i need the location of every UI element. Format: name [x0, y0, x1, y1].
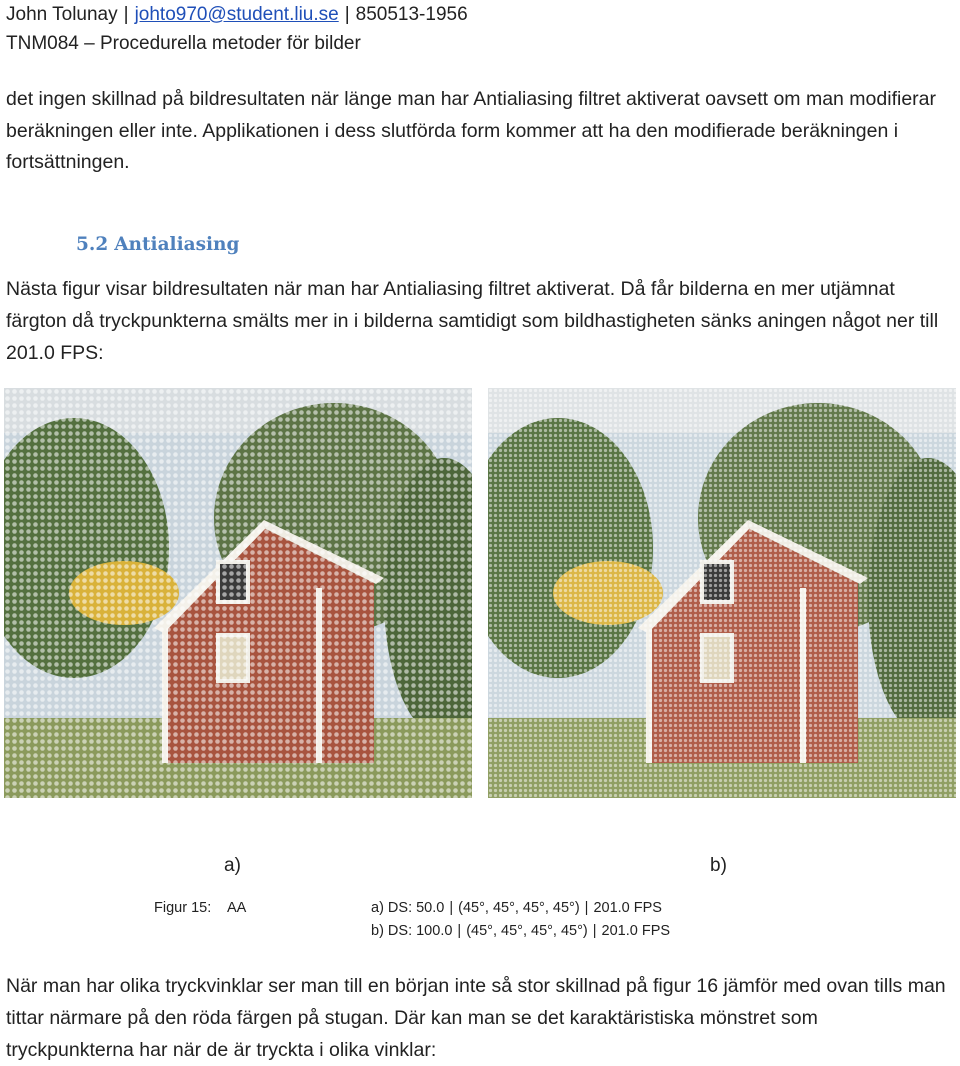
header-separator: |	[344, 4, 350, 25]
document-header	[6, 3, 468, 27]
section-title: Antialiasing	[114, 234, 240, 255]
caption-a-angles: (45°, 45°, 45°, 45°)	[458, 900, 580, 916]
author-name: John Tolunay	[6, 4, 118, 25]
caption-a-prefix: a) DS: 50.0	[371, 900, 445, 916]
author-email-link[interactable]: johto970@student.liu.se	[134, 4, 339, 25]
header-separator: |	[123, 4, 129, 25]
section-number: 5.2	[76, 234, 109, 255]
caption-separator: |	[457, 923, 462, 939]
caption-separator: |	[592, 923, 597, 939]
caption-b-fps: 201.0 FPS	[601, 923, 671, 939]
caption-b-prefix: b) DS: 100.0	[371, 923, 453, 939]
caption-b-angles: (45°, 45°, 45°, 45°)	[466, 923, 588, 939]
student-id: 850513-1956	[355, 4, 468, 25]
body-paragraph: Nästa figur visar bildresultaten när man har Antialiasing filtret aktiverat. Då får bilderna en mer utjämnat färgton då tryckpunkterna smälts mer in i bilderna samtidigt som bildhastigheten sänks aningen något ner till 201.0 FPS:	[6, 278, 939, 364]
figure-caption-line-b	[371, 923, 670, 939]
body-paragraph: När man har olika tryckvinklar ser man till en början inte så stor skillnad på figur 16 jämför med ovan tills man tittar närmare på den röda färgen på stugan. Där kan man se det karaktäristiska mönstret som tryckpunkterna har när de är tryckta i olika vinklar:	[6, 975, 946, 1061]
course-title: TNM084 – Procedurella metoder för bilder	[6, 33, 361, 54]
figure-caption-line-a	[371, 900, 662, 916]
figure-panel-label-a: a)	[224, 855, 241, 876]
body-paragraph: det ingen skillnad på bildresultaten när länge man har Antialiasing filtret aktiverat oavsett om man modifierar beräkningen eller inte. Applikationen i dess slutförda form kommer att ha den modifierade beräkningen i fortsättningen.	[6, 88, 937, 173]
caption-separator: |	[584, 900, 589, 916]
figure-panel-label-b: b)	[710, 855, 727, 876]
caption-a-fps: 201.0 FPS	[593, 900, 662, 916]
section-heading	[76, 234, 239, 255]
figure-image-b	[488, 388, 956, 798]
figure-image-a	[4, 388, 472, 798]
figure-caption-label: Figur 15:	[154, 900, 212, 916]
figure-caption-mode: AA	[227, 900, 247, 916]
caption-separator: |	[449, 900, 454, 916]
